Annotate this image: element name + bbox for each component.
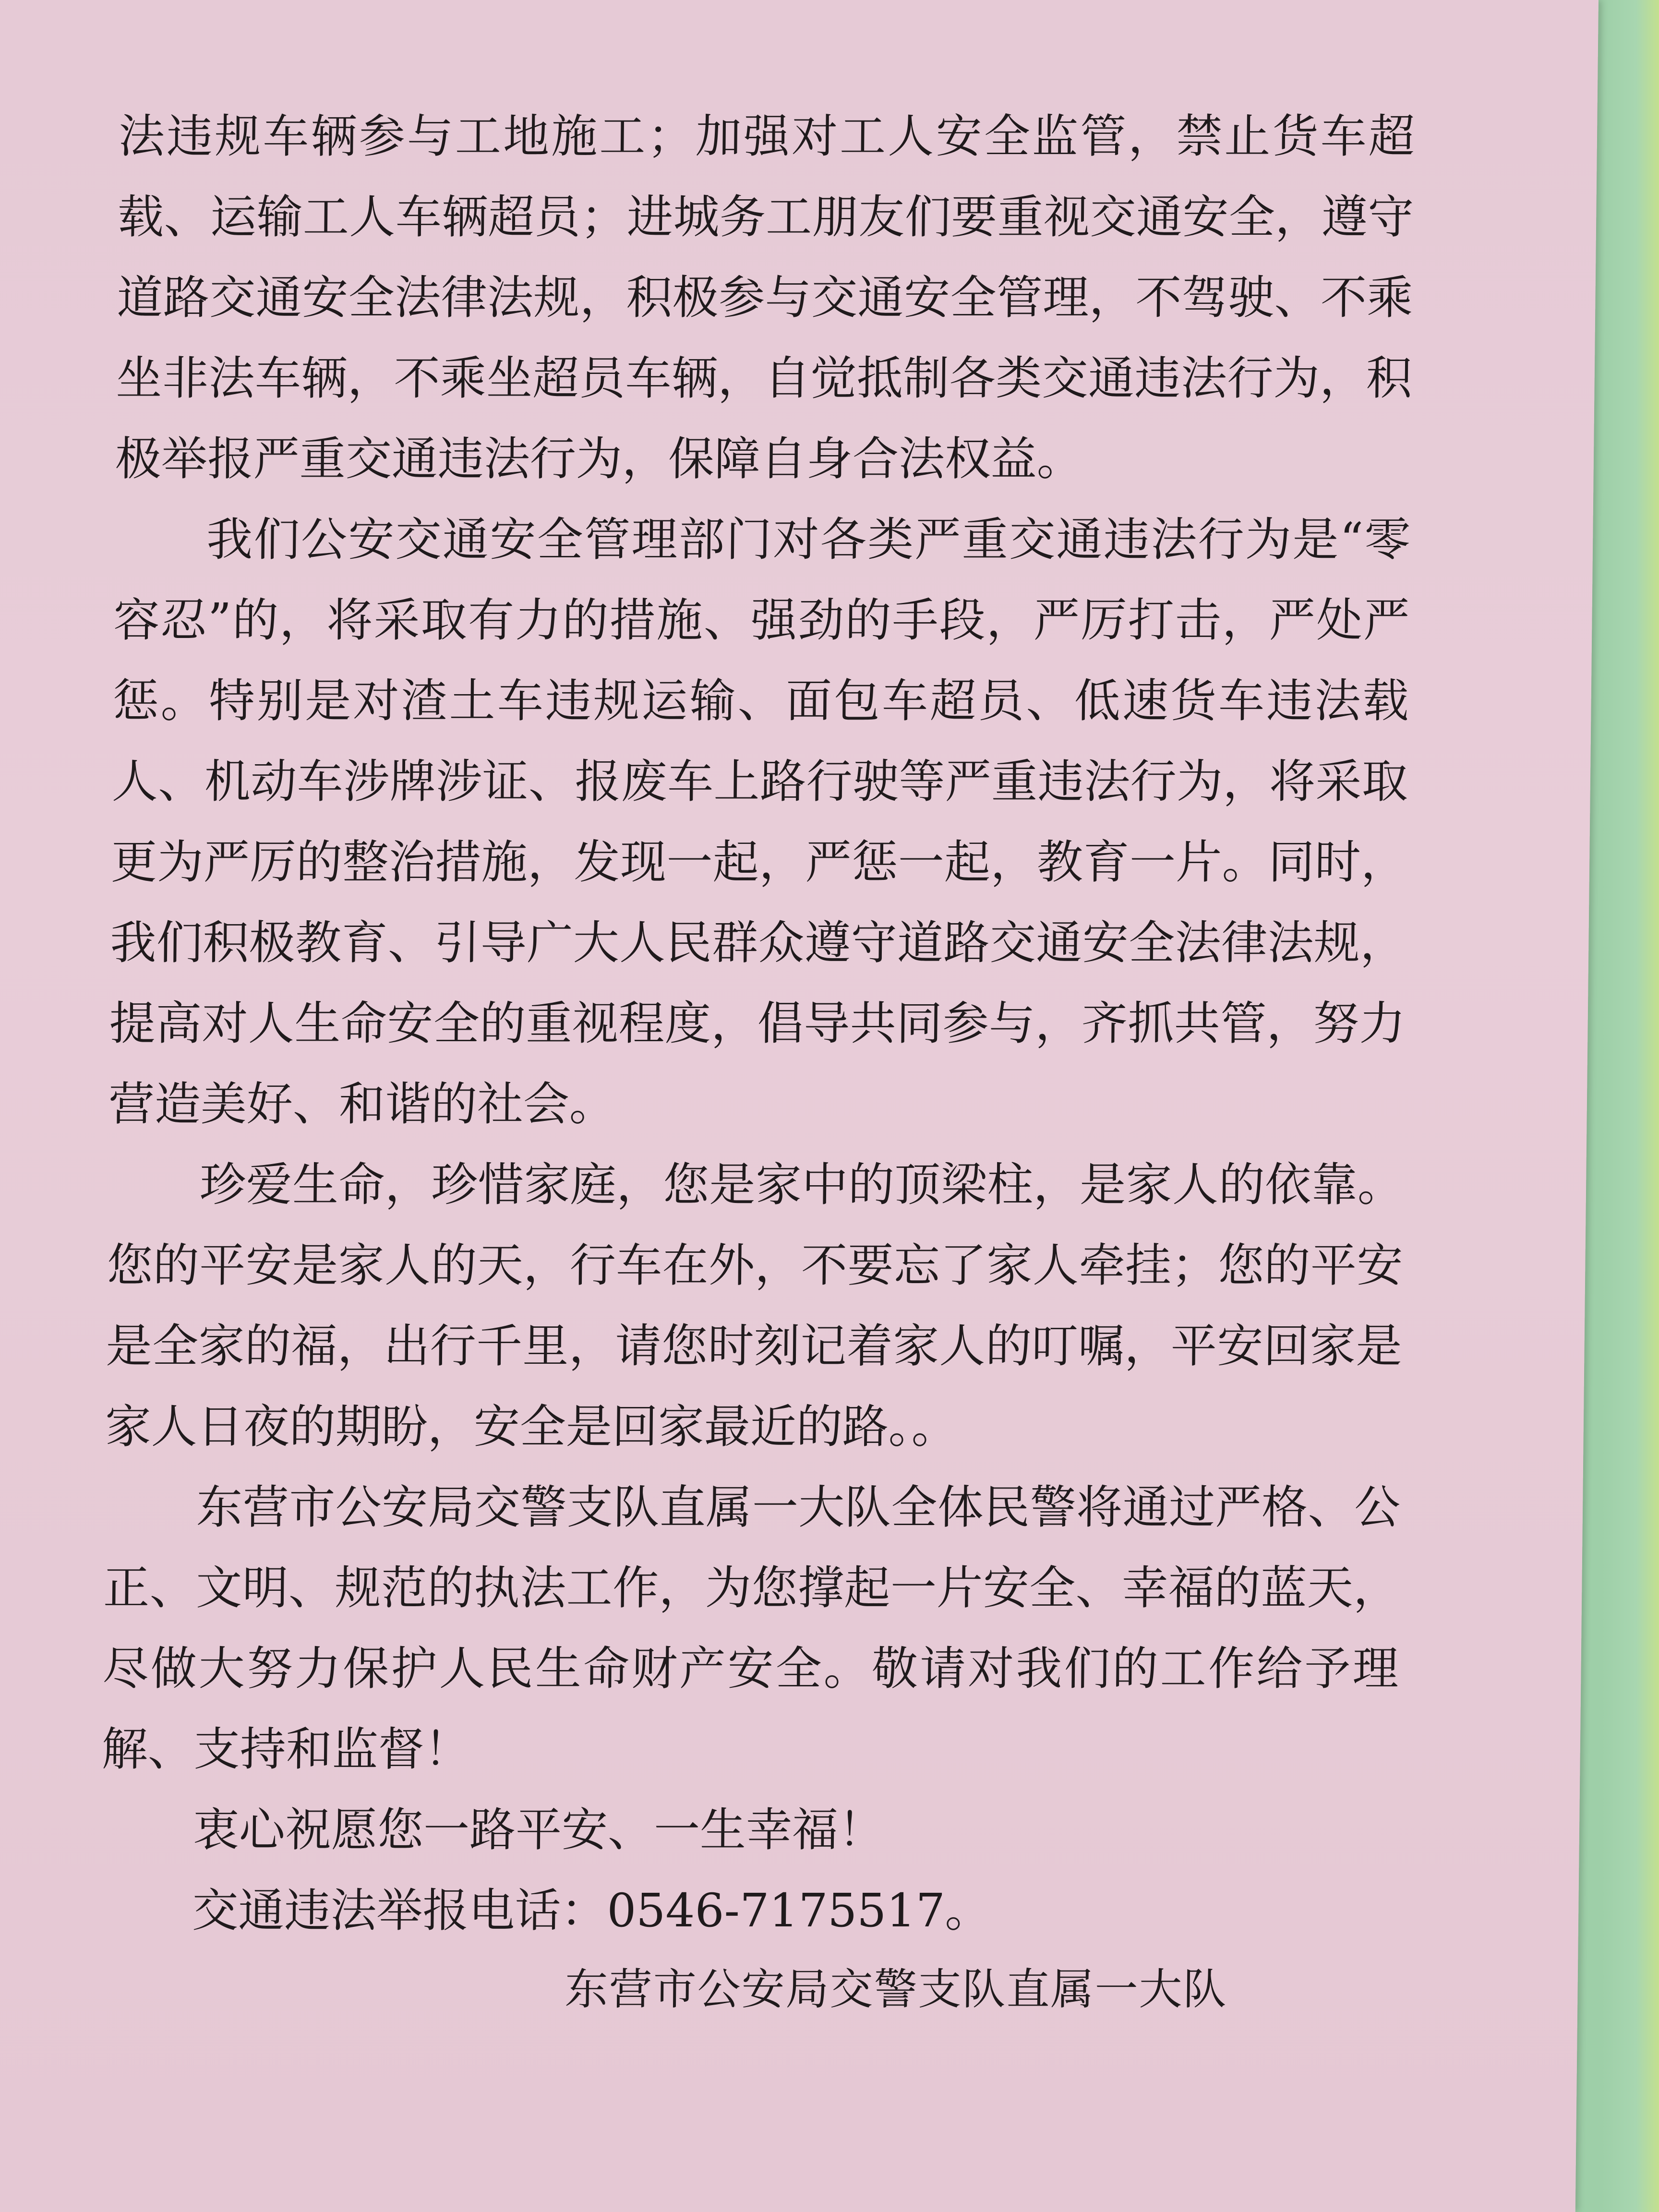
paragraph-3: 珍爱生命，珍惜家庭，您是家中的顶梁柱，是家人的依靠。您的平安是家人的天，行车在外，不要忘了家人牵挂；您的平安是全家的福，出行千里，请您时刻记着家人的叮嘱，平安回家是家人日夜的期盼，安全是回家最近的路。。: [105, 1158, 1404, 1454]
hotline-text: 交通违法举报电话：0546-7175517。: [192, 1884, 992, 1937]
closing-wish: 衷心祝愿您一路平安、一生幸福！: [192, 1803, 885, 1857]
document-body: [99, 96, 1415, 1951]
background-edge-strip: [1601, 0, 1659, 2212]
paragraph-2: 我们公安交通安全管理部门对各类严重交通违法行为是“零容忍”的，将采取有力的措施、强劲的手段，严厉打击，严处严惩。特别是对渣土车违规运输、面包车超员、低速货车违法载人、机动车涉牌涉证、报废车上路行驶等严重违法行为，将采取更为严厉的整治措施，发现一起，严惩一起，教育一片。同时，我们积极教育、引导广大人民群众遵守道路交通安全法律法规，提高对人生命安全的重视程度，倡导共同参与，齐抓共管，努力营造美好、和谐的社会。: [108, 513, 1411, 1131]
signature: 东营市公安局交警支队直属一大队: [565, 1964, 1228, 2015]
paragraph-1: 法违规车辆参与工地施工；加强对工人安全监管，禁止货车超载、运输工人车辆超员；进城务工朋友们要重视交通安全，遵守道路交通安全法律法规，积极参与交通安全管理，不驾驶、不乘坐非法车辆，不乘坐超员车辆，自觉抵制各类交通违法行为，积极举报严重交通违法行为，保障自身合法权益。: [115, 109, 1415, 486]
paragraph-4: 东营市公安局交警支队直属一大队全体民警将通过严格、公正、文明、规范的执法工作，为您撑起一片安全、幸福的蓝天，尽做大努力保护人民生命财产安全。敬请对我们的工作给予理解、支持和监督！: [101, 1480, 1401, 1776]
